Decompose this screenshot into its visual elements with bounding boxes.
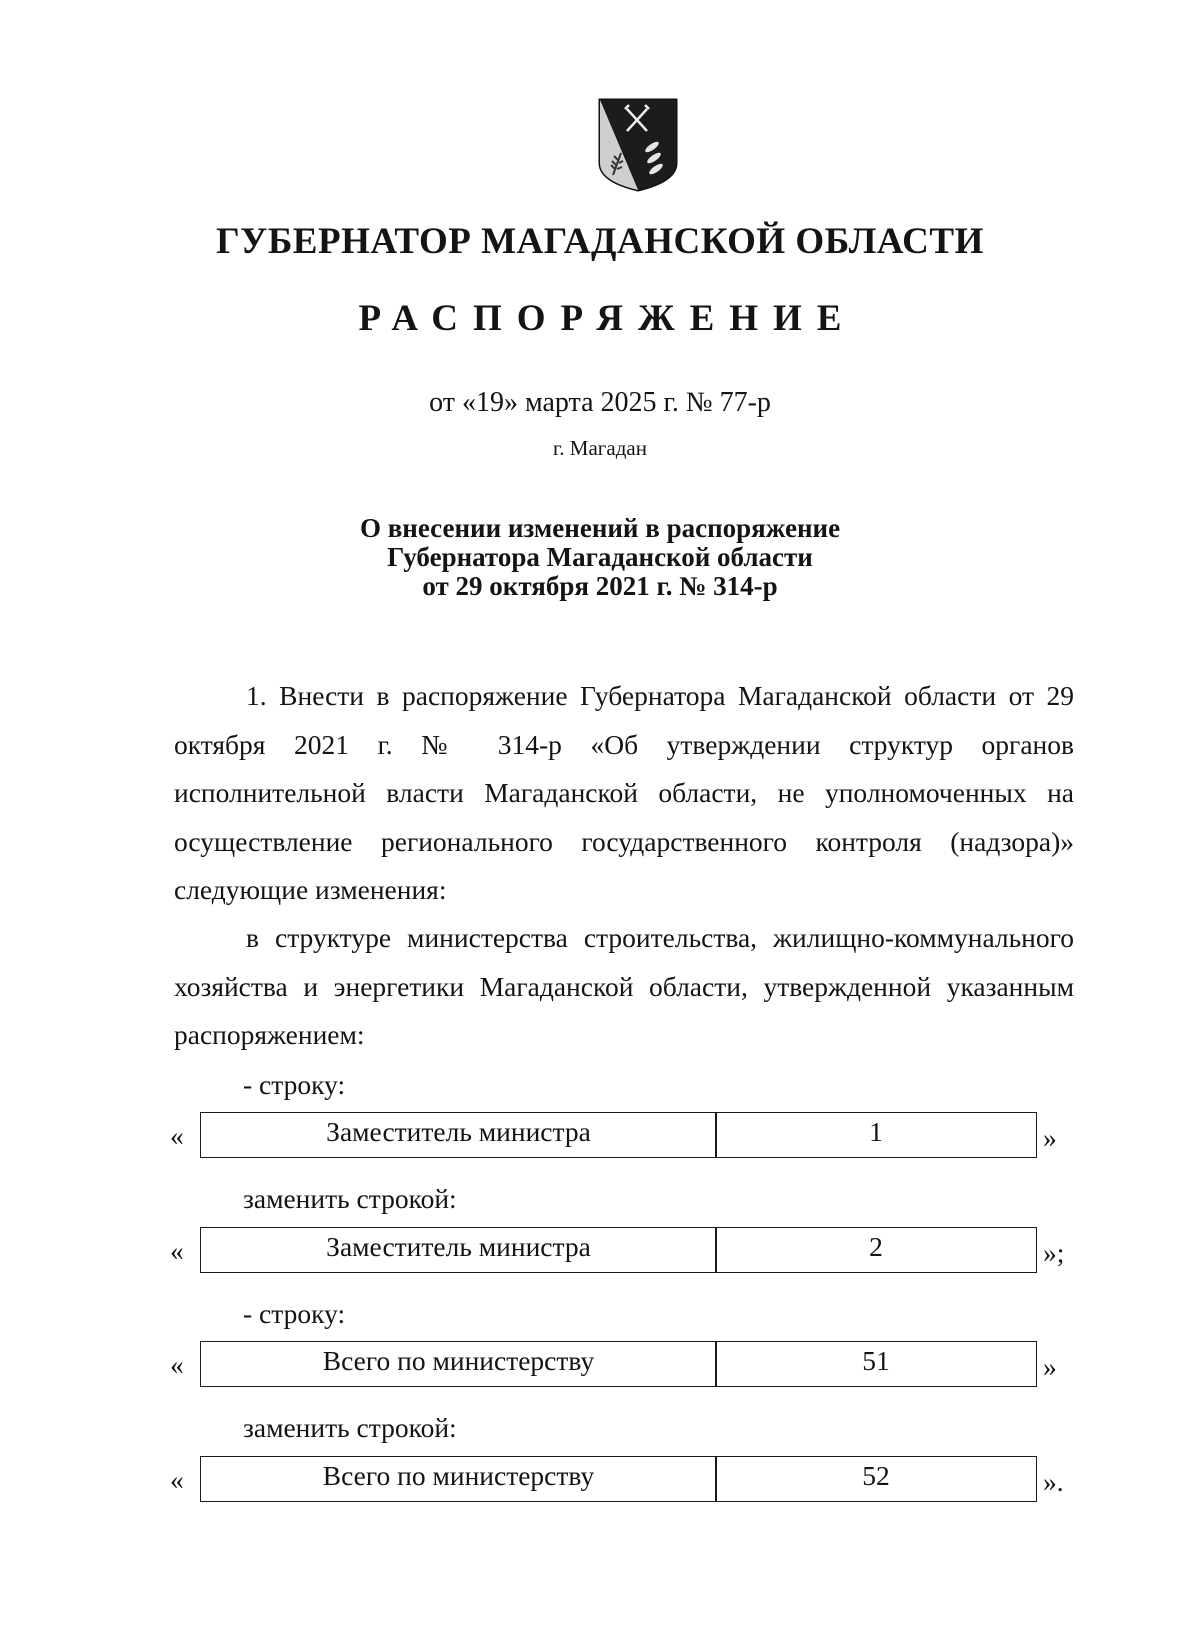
position-title-cell: Всего по министерству (200, 1341, 717, 1387)
quote-open: « (170, 1464, 184, 1495)
authority-title: ГУБЕРНАТОР МАГАДАНСКОЙ ОБЛАСТИ (216, 221, 984, 262)
old-table-row (166, 1341, 1086, 1391)
position-count-cell: 51 (715, 1341, 1037, 1387)
position-count-cell: 1 (715, 1112, 1037, 1158)
document-type-title: РАСПОРЯЖЕНИЕ (358, 298, 857, 339)
position-title-cell: Заместитель министра (200, 1112, 717, 1158)
quote-close: »; (1043, 1237, 1065, 1268)
body-paragraph-1: 1. Внести в распоряжение Губернатора Магаданской области от 29 октября 2021 г. № 314-р «Об утверждении структур органов исполнительной власти Магаданской области, не уполномоченных на осуществление регионального государственного контроля (надзора)» следующие изменения: (174, 680, 1074, 905)
document-subject (0, 514, 1200, 601)
subject-line: О внесении изменений в распоряжение (359, 513, 841, 543)
quote-open: « (170, 1120, 184, 1151)
subject-line: от 29 октября 2021 г. № 314-р (422, 571, 778, 601)
position-title-cell: Всего по министерству (200, 1456, 717, 1502)
quote-close: » (1043, 1122, 1057, 1153)
replace-label: заменить строкой: (243, 1183, 457, 1214)
old-table-row (166, 1112, 1086, 1162)
quote-close: ». (1043, 1466, 1064, 1497)
row-intro-label: - строку: (243, 1298, 346, 1329)
position-count-cell: 2 (715, 1227, 1037, 1273)
magadan-coat-of-arms-icon (597, 97, 679, 192)
quote-open: « (170, 1349, 184, 1380)
document-date-number: от «19» марта 2025 г. № 77-р (429, 387, 771, 418)
quote-open: « (170, 1235, 184, 1266)
new-table-row (166, 1227, 1086, 1277)
document-city: г. Магадан (553, 436, 647, 460)
position-title-cell: Заместитель министра (200, 1227, 717, 1273)
replace-label: заменить строкой: (243, 1412, 457, 1443)
row-intro-label: - строку: (243, 1069, 346, 1100)
quote-close: » (1043, 1351, 1057, 1382)
body-paragraph-2: в структуре министерства строительства, жилищно-коммунального хозяйства и энергетики Магаданской области, утвержденной указанным распоряжением: (174, 922, 1074, 1050)
position-count-cell: 52 (715, 1456, 1037, 1502)
new-table-row (166, 1456, 1086, 1506)
subject-line: Губернатора Магаданской области (387, 542, 813, 572)
